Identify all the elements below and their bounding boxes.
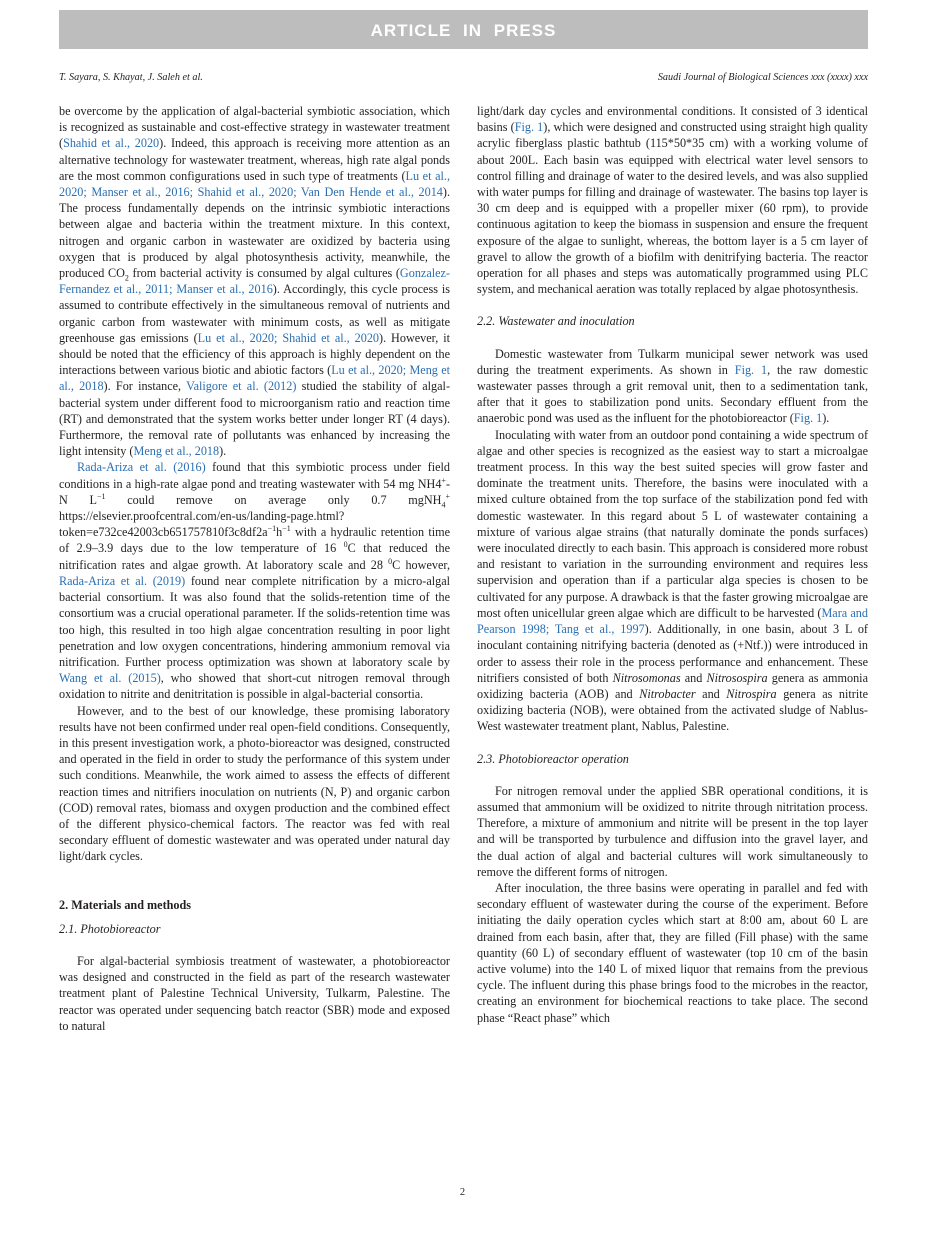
citation-link[interactable]: Lu et al., 2020; Manser et al., 2016; Shahid et al., 2020; Van Den Hende et al., 2014 [59,168,450,200]
photobioreactor-paragraph: For algal-bacterial symbiosis treatment of wastewater, a photobioreactor was designed and constructed in the field as part of the research wastewater treatment plant of Palestine Technical University, Tulkarm, Palestine. The reactor was operated under sequencing batch reactor (SBR) mode and exposed to natural [59,953,450,1033]
page-number: 2 [459,1187,466,1198]
running-head-journal: Saudi Journal of Biological Sciences xxx (xxxx) xxx [657,72,868,83]
subsection-heading-photobioreactor: 2.1. Photobioreactor [59,921,161,936]
operation-paragraph-1: For nitrogen removal under the applied SBR operational conditions, it is assumed that ammonium will be oxidized to nitrite through nitritation process. Therefore, a mixture of ammonium and nitrite will be present in the top layer and will be transported by turbulence and diffusion into the gravel layer, and the dual action of algal and bacterial cultures will work simultaneously to remove the different forms of nitrogen. [477,783,868,879]
citation-link[interactable]: Lu et al., 2020; Shahid et al., 2020 [197,330,380,345]
subsection-heading-operation: 2.3. Photobioreactor operation [477,751,629,766]
citation-link[interactable]: Gonzalez-Fernandez et al., 2011; Manser et al., 2016 [59,266,450,297]
operation-paragraph-2: After inoculation, the three basins were operating in parallel and fed with secondary effluent of wastewater during the course of the experiment. Before initiating the daily operation cycles which start at 8:00 am, about 60 L are drained from each basin, after that, they are filled (Fill phase) with the same quantity (60 L) of secondary effluent of wastewater (top 10 cm of the basin active volume) into the 140 L of mixed liquor that remains from the previous cycle. The influent during this phase brings food to the microbes in the reactor, creating an environment for biochemical reactions to take place. The second phase “React phase” which [477,880,868,1025]
figure-link[interactable]: Fig. 1 [793,411,823,426]
figure-link[interactable]: Fig. 1 [514,120,544,135]
citation-link[interactable]: Mara and Pearson 1998; Tang et al., 1997 [477,605,868,637]
citation-link[interactable]: Rada-Ariza et al. (2019) [59,573,186,588]
citation-link[interactable]: Valigore et al. (2012) [186,379,297,394]
photobioreactor-paragraph-cont: light/dark day cycles and environmental conditions. It consisted of 3 identical basins (Fig. 1), which were designed and constructed using straight high quality acrylic fiberglass plastic bathtub (115*50*35 cm) with a working volume of about 200L. Each basin was equipped with electrical water level sensors to control filling and drainage of water to the desired levels, and was also supplied with water pumps for filling and drainage of wastewater. The basins top layer is 30 cm deep and is equipped with a propeller mixer (60 rpm), to provide continuous agitation to keep the biomass in suspension and ensure the frequent exposure of the algae to sunlight, whereas, the bottom layer is a 5 cm layer of gravel to allow the growth of a biofilm with denitrifying bacteria. The reactor operation for all phases and steps was automatically programmed using PLC system, and mechanical aeration was totally replaced by algae photosynthesis. [477,104,868,297]
figure-link[interactable]: Fig. 1 [734,362,768,377]
citation-link[interactable]: Meng et al., 2018 [133,444,220,459]
section-heading-materials-methods: 2. Materials and methods [59,897,192,912]
wastewater-paragraph-1: Domestic wastewater from Tulkarm municipal sewer network was used during the treatment experiments. As shown in Fig. 1, the raw domestic wastewater passes through a grit removal unit, then to a sedimentation tank, after that it goes to stabilization pond units. Secondary effluent from the anaerobic pond was used as the influent for the photobioreactor (Fig. 1). [477,346,868,426]
running-head-authors: T. Sayara, S. Khayat, J. Saleh et al. [59,72,203,83]
intro-paragraph-1: be overcome by the application of algal-bacterial symbiotic association, which is recognized as sustainable and cost-effective strategy in wastewater treatment (Shahid et al., 2020). Indeed, this approach is receiving more attention as an alternative technology for wastewater treatment, whereas, high rate algal ponds are the most common configurations used in such type of treatments (Lu et al., 2020; Manser et al., 2016; Shahid et al., 2020; Van Den Hende et al., 2014). The process fundamentally depends on the intrinsic symbiotic interactions between algae and bacteria within the treatment mixture. In this context, nitrogen and organic carbon in wastewater are oxidized by bacteria using oxygen that is produced by algal photosynthesis activity, meanwhile, the produced $CO_2$ from bacterial activity is consumed by algal cultures (Gonzalez-Fernandez et al., 2011; Manser et al., 2016). Accordingly, this cycle process is assumed to contribute effectively in the simultaneous removal of nutrients and organic carbon from wastewater with minimum costs, as well as mitigate greenhouse gas emissions (Lu et al., 2020; Shahid et al., 2020). However, it should be noted that the efficiency of this approach is highly dependent on the interactions between various biotic and abiotic factors (Lu et al., 2020; Meng et al., 2018). For instance, Valigore et al. (2012) studied the stability of algal- bacterial system under different food to microorganism ratio and reaction time (RT) and demonstrated that the system works better under longer RT (4 days). Furthermore, the removal rate of pollutants was enhanced by increasing the light intensity (Meng et al., 2018). [59,104,451,459]
article-in-press-banner: ARTICLE IN PRESS [59,10,868,49]
subsection-heading-wastewater: 2.2. Wastewater and inoculation [477,314,635,329]
right-column [477,103,868,1026]
citation-link[interactable]: Shahid et al., 2020 [63,136,160,151]
intro-paragraph-2: Rada-Ariza et al. (2016) found that this symbiotic process under field conditions in a high-rate algae pond and treating wastewater with 54 mg NH4+-N $L^{-1}$ could remove on average only 0.7 mgNH$_4$+ $https://elsevier.proofcentral.com/en-us/landing-page.html?token=e732ce42003cb651757810f3c8df2a^{-1}h^{-1}$ with a hydraulic retention time of 2.9–3.9 days due to the low temperature of 16 $^0$C that reduced the nitrification rates and algae growth. At laboratory scale and 28 $^0$C however, Rada-Ariza et al. (2019) found near complete nitrification by a micro-algal bacterial consortium. It was also found that the solids-retention time of the consortium was a crucial operational parameter. If the solids-retention time was too high, this resulted in too high algae concentration resulting in poor light penetration and low oxygen concentrations, hindering ammonium removal via nitrification. Further process optimization was shown at laboratory scale by Wang et al. (2015), who showed that short-cut nitrogen removal through oxidation to nitrite and denitritation is possible in algal-bacterial consortia. [59,460,451,702]
intro-paragraph-3: However, and to the best of our knowledge, these promising laboratory results have not been confirmed under real open-field conditions. Consequently, in this present investigation work, a photo-bioreactor was designed, constructed and operated in the field in order to study the performance of this system under such conditions. Meanwhile, the work aimed to assess the effects of different reaction times and nitrifiers inoculation on nutrients (N, P) and organic carbon (COD) removal rates, biomass and oxygen production and the combined effect of the different physico-chemical factors. The reactor was fed with real secondary effluent of domestic wastewater and was operated under natural day light/dark cycles. [59,703,450,864]
citation-link[interactable]: Wang et al. (2015) [59,671,161,686]
wastewater-paragraph-2: Inoculating with water from an outdoor pond containing a wide spectrum of algae and other species is recognized as the easiest way to start a microalgae treatment process. In this way the best suited species will grow faster and dominate the treatment units. Therefore, the basins were inoculated with a mixed culture obtained from the top surface of the stabilization pond fed with domestic wastewater. In this regard about 5 L of wastewater containing a mixture of various algae strains (that naturally dominate the ponds surfaces) were inoculated directly to each basin. This approach is considered more robust and resistant to variation in the surrounding environment and requires less supervision and operation than if a particular alga species is chosen to be cultivated for any purpose. A drawback is that the faster growing microalgae are most often unicellular green algae which are difficult to be harvested (Mara and Pearson 1998; Tang et al., 1997). Additionally, in one basin, about 3 L of inoculant containing nitrifying bacteria (denoted as (+Ntf.)) were introduced in order to assess their role in the process performance and enhancement. These nitrifiers consisted of both Nitrosomonas and Nitrosospira genera as ammonia oxidizing bacteria (AOB) and Nitrobacter and Nitrospira genera as nitrite oxidizing bacteria (NOB), were obtained from the activated sludge of Nablus-West wastewater treatment plant, Nablus, Palestine. [477,427,868,734]
citation-link[interactable]: Lu et al., 2020; Meng et al., 2018 [59,363,450,394]
citation-link[interactable]: Rada-Ariza et al. (2016) [77,460,206,475]
left-column [59,103,450,1034]
